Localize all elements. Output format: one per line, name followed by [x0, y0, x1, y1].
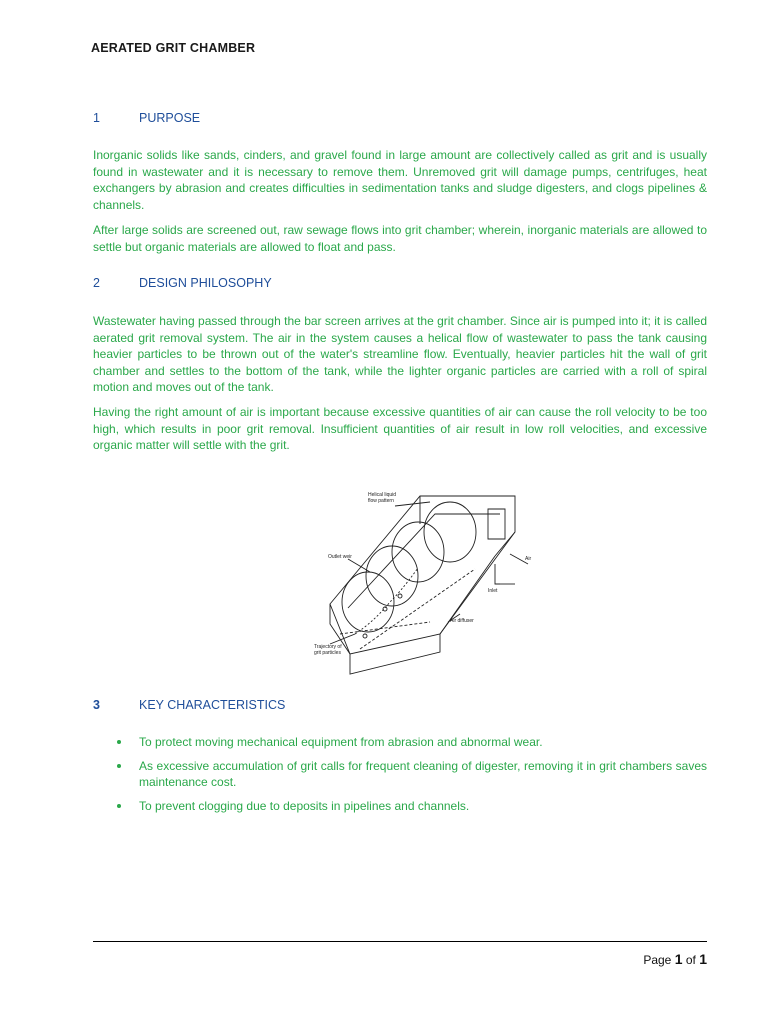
footer-divider	[93, 941, 707, 942]
label-air: Air	[525, 556, 532, 562]
page-number	[643, 951, 707, 967]
helical-loop	[342, 572, 394, 632]
tank-outline	[330, 496, 515, 654]
paragraph: Inorganic solids like sands, cinders, and gravel found in large amount are collectively called as grit and is usually found in wastewater and it is necessary to remove them. Unremoved grit will damage pumps, centrifuges, heat exchangers by abrasion and creates difficulties in sedimentation tanks and sludge digesters, and clogs pipelines & channels.	[93, 148, 707, 212]
list-item	[93, 734, 707, 751]
paragraph: Having the right amount of air is important because excessive quantities of air can cause the roll velocity to be too high, which results in poor grit removal. Insufficient quantities of air result in low roll velocities, and excessive organic matter will settle with the grit.	[93, 405, 707, 452]
section-title: PURPOSE	[139, 111, 201, 125]
label-trajectory: Trajectory of	[314, 644, 342, 650]
grit-chamber-diagram	[300, 484, 545, 676]
characteristics-list	[93, 734, 707, 821]
section-title: DESIGN PHILOSOPHY	[139, 276, 272, 290]
label-outlet-weir: Outlet weir	[328, 554, 352, 560]
paragraph: Wastewater having passed through the bar screen arrives at the grit chamber. Since air is pumped into it; it is called aerated grit removal system. The air in the system causes a helical flow of wastewater to pass the tank causing heavier particles to be thrown out of the water's streamline flow. Eventually, heavier particles hit the wall of grit chamber and settles to the bottom of the tank, while the lighter organic particles are carried with a roll of spiral motion and moves out of the tank.	[93, 314, 707, 394]
list-item-text: To prevent clogging due to deposits in pipelines and channels.	[139, 798, 470, 813]
list-item-text: As excessive accumulation of grit calls for frequent cleaning of digester, removing it in grit chambers saves maintenance cost.	[139, 758, 707, 789]
document-title: AERATED GRIT CHAMBER	[91, 41, 256, 55]
section-heading-key-characteristics	[93, 698, 285, 712]
section-heading-purpose	[93, 111, 200, 125]
page-prefix: Page	[643, 953, 672, 967]
section-number: 3	[93, 698, 100, 712]
label-air-diffuser: Air diffuser	[450, 618, 474, 624]
label-helical: Helical liquid	[368, 492, 397, 498]
page-total: 1	[699, 951, 707, 967]
bullet-icon	[117, 764, 121, 768]
label-trajectory-2: grit particles	[314, 650, 341, 656]
label-helical-2: flow pattern	[368, 498, 394, 504]
bullet-icon	[117, 804, 121, 808]
section-number: 1	[93, 111, 100, 125]
label-inlet: Inlet	[488, 588, 498, 594]
section-title: KEY CHARACTERISTICS	[139, 698, 286, 712]
section-number: 2	[93, 276, 100, 290]
helical-loop	[424, 502, 476, 562]
list-item-text: To protect moving mechanical equipment from abrasion and abnormal wear.	[139, 735, 543, 749]
page-of: of	[685, 953, 696, 967]
list-item	[93, 798, 707, 815]
section-heading-design-philosophy	[93, 276, 272, 290]
list-item	[93, 758, 707, 791]
paragraph: After large solids are screened out, raw sewage flows into grit chamber; wherein, inorganic materials are allowed to settle but organic materials are allowed to float and pass.	[93, 223, 707, 254]
page-current: 1	[674, 951, 683, 967]
bullet-icon	[117, 740, 121, 744]
